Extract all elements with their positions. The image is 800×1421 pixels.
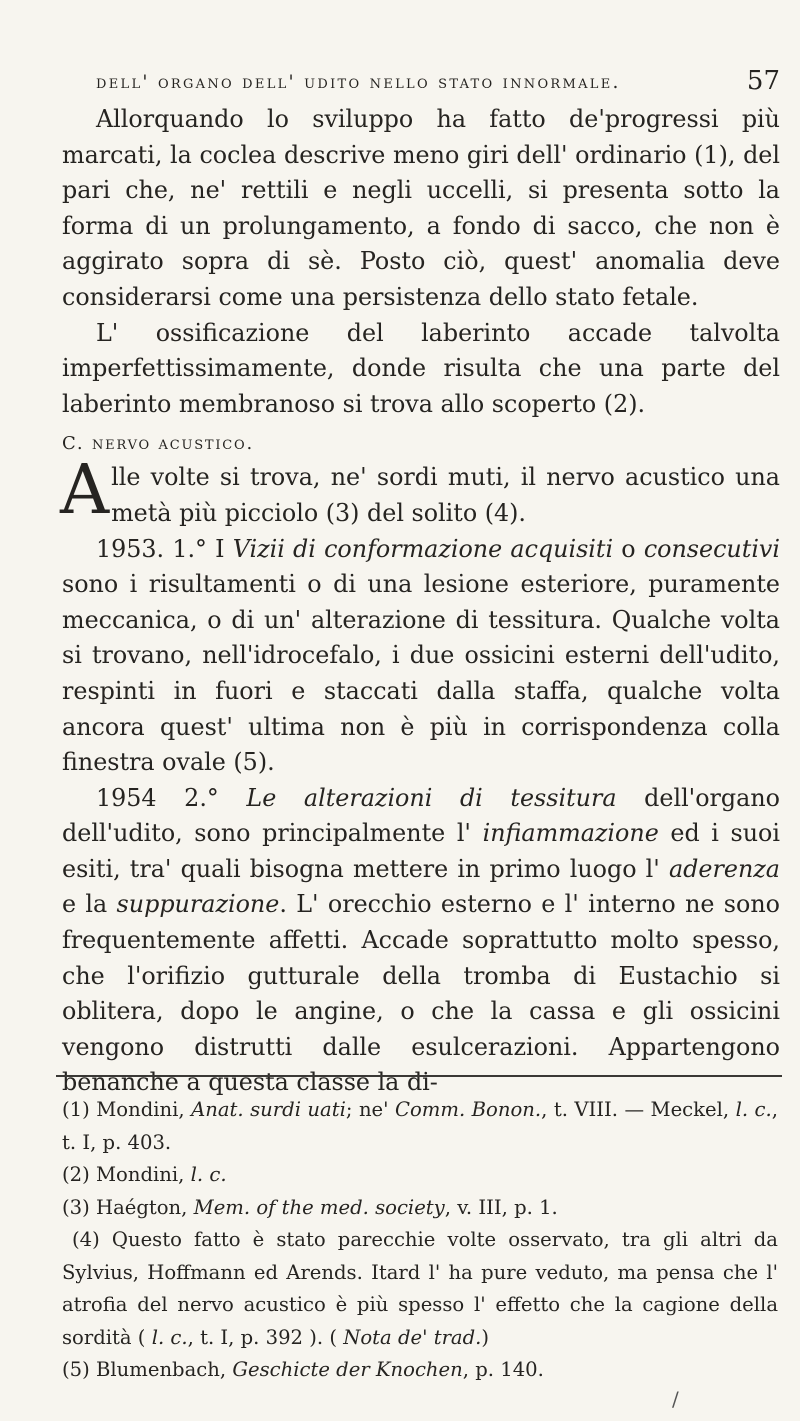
text-segment-a: dell'organo dell'udito, sono principalmente l' — [62, 783, 781, 848]
fn4-a: (4) Questo fatto è stato parecchie volte osservato, tra gli altri da Sylvius, Hoffmann ed Arends. Itard l' ha pure veduto, ma pensa che l' atrofia del nervo acustico è più spesso l' effetto che la cagione della sordità ( — [62, 1228, 778, 1349]
fn4-c: , t. I, p. 392 ). ( — [187, 1325, 344, 1349]
fn2-b: l. c. — [190, 1163, 227, 1186]
paragraph-ossificazione: L' ossificazione del laberinto accade talvolta imperfettissimamente, donde risulta che una parte del laberinto membranoso si trova allo scoperto (2). — [62, 318, 780, 418]
fn1-b: Anat. surdi uati — [191, 1098, 346, 1121]
paragraph-nervo-acustico — [60, 451, 780, 531]
fn3-a: (3) Haégton, — [62, 1195, 194, 1219]
term-infiammazione: infiammazione — [482, 819, 659, 848]
fn1-f: l. c. — [735, 1098, 772, 1121]
footnote-4 — [62, 1224, 778, 1354]
footnotes — [62, 1094, 778, 1387]
footnote-2 — [62, 1159, 778, 1192]
paragraph-nervo-text: lle volte si trova, ne' sordi muti, il nervo acustico una metà più picciolo (3) del solito (4). — [111, 463, 780, 527]
page-number: 57 — [746, 66, 780, 96]
paragraph-1953 — [62, 532, 780, 781]
page-header — [96, 66, 780, 98]
paragraph-coclea: Allorquando lo sviluppo ha fatto de'progressi più marcati, la coclea descrive meno giri dell' ordinario (1), del pari che, ne' rettili e negli uccelli, si presenta sotto la forma di un prolungamento, a fondo di sacco, che non è aggirato sopra di sè. Posto ciò, quest' anomalia deve considerarsi come una persistenza dello stato fetale. — [62, 105, 780, 311]
footnote-1 — [62, 1094, 778, 1159]
section-number-1954: 1954 2.° — [96, 783, 247, 812]
main-text — [62, 102, 780, 1101]
term-alterazioni: Le alterazioni di tessitura — [246, 783, 617, 812]
drop-cap: A — [60, 451, 110, 531]
section-number-1953: 1953. 1.° I — [96, 534, 233, 563]
footnote-rule — [56, 1075, 782, 1077]
term-suppurazione: suppurazione — [116, 890, 280, 919]
fn2-a: (2) Mondini, — [62, 1163, 191, 1186]
fn4-e: ) — [481, 1325, 490, 1349]
connector-o: o — [613, 534, 644, 563]
margin-mark: / — [672, 1387, 679, 1411]
fn3-b: Mem. of the med. society — [193, 1195, 445, 1219]
term-consecutivi: consecutivi — [643, 534, 780, 563]
text-segment-c: e la — [62, 890, 117, 919]
paragraph-1954 — [62, 781, 780, 1101]
fn1-a: (1) Mondini, — [62, 1098, 192, 1121]
footnote-5 — [62, 1354, 778, 1387]
text-segment-d: . L' orecchio esterno e l' interno ne sono frequentemente affetti. Accade soprattutto molto spesso, che l'orifizio gutturale della tromba di Eustachio si oblitera, dopo le angine, o che la cassa e gli ossicini vengono distrutti dalle esulcerazioni. Appartengono benanche a questa classe la di- — [62, 890, 780, 1097]
fn1-e: , t. VIII. — Meckel, — [541, 1098, 736, 1121]
running-head: dell' organo dell' udito nello stato innormale. — [96, 72, 621, 93]
fn5-b: Geschicte der Knochen — [232, 1358, 463, 1381]
fn4-b: l. c. — [151, 1325, 188, 1349]
footnote-3 — [62, 1192, 778, 1225]
section-heading: C. nervo acustico. — [62, 433, 255, 455]
term-vizii: Vizii di conformazione acquisiti — [232, 534, 614, 563]
fn5-a: (5) Blumenbach, — [62, 1358, 233, 1381]
term-aderenza: aderenza — [668, 854, 780, 883]
fn5-c: , p. 140. — [462, 1358, 544, 1381]
fn3-c: , v. III, p. 1. — [444, 1195, 558, 1219]
text-segment-b: ed i suoi esiti, tra' quali bisogna mettere in primo luogo l' — [62, 819, 780, 883]
fn1-c: ; ne' — [345, 1098, 396, 1121]
fn4-d: Nota de' trad. — [343, 1325, 482, 1349]
paragraph-1953-text: sono i risultamenti o di una lesione esteriore, puramente meccanica, o di un' alterazione di tessitura. Qualche volta si trovano, nell'idrocefalo, i due ossicini esterni dell'udito, respinti in fuori e staccati dalla staffa, qualche volta ancora quest' ultima non è più in corrispondenza colla finestra ovale (5). — [62, 570, 780, 777]
fn1-g: , t. I, p. 403. — [62, 1098, 778, 1154]
fn1-d: Comm. Bonon. — [395, 1098, 542, 1121]
